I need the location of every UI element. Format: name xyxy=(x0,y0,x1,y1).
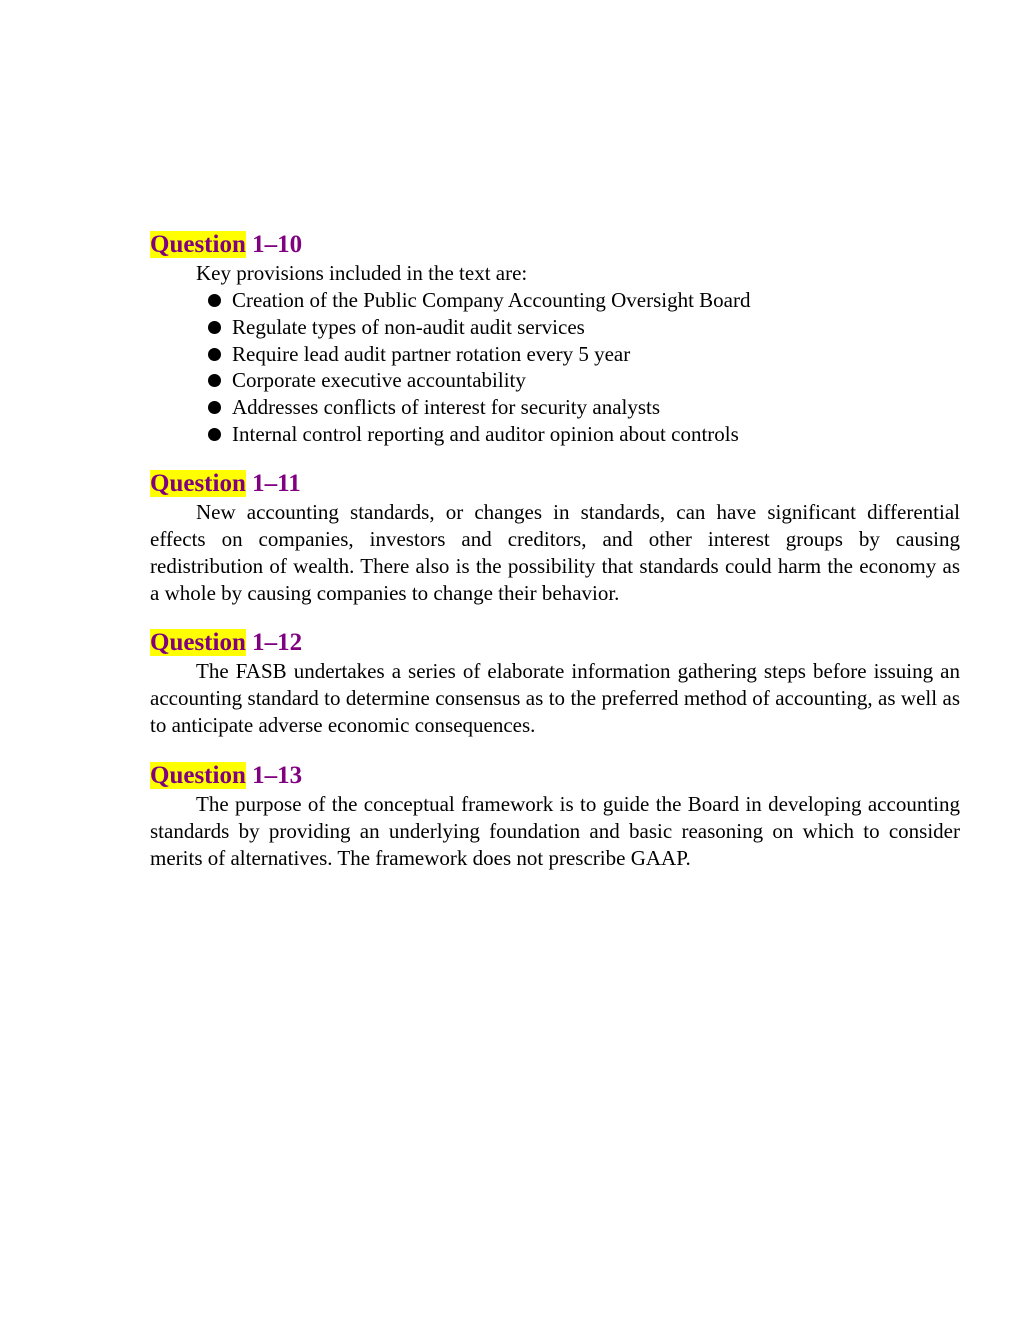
question-heading xyxy=(150,761,960,791)
list-item xyxy=(150,314,960,341)
bullet-icon xyxy=(208,348,221,361)
question-label: Question xyxy=(150,628,246,656)
bullet-icon xyxy=(208,321,221,334)
list-item xyxy=(150,367,960,394)
list-item-text: Corporate executive accountability xyxy=(232,368,526,393)
question-1-10 xyxy=(150,230,960,448)
question-1-12 xyxy=(150,628,960,739)
question-number: 1‒13 xyxy=(252,761,303,789)
bullet-icon xyxy=(208,374,221,387)
list-item-text: Internal control reporting and auditor opinion about controls xyxy=(232,421,739,446)
question-1-13 xyxy=(150,761,960,872)
question-label: Question xyxy=(150,761,246,789)
list-item xyxy=(150,287,960,314)
question-1-11 xyxy=(150,469,960,607)
question-label: Question xyxy=(150,231,246,258)
list-item xyxy=(150,341,960,368)
question-label: Question xyxy=(150,469,246,497)
answer-paragraph: The purpose of the conceptual framework is to guide the Board in developing accounting standards by providing an underlying foundation and basic reasoning on which to consider merits of alternatives. The framework does not prescribe GAAP. xyxy=(150,791,960,870)
provisions-list xyxy=(150,287,960,448)
bullet-icon xyxy=(208,428,221,441)
question-number: 1‒12 xyxy=(252,628,303,656)
answer-paragraph: The FASB undertakes a series of elaborate information gathering steps before issuing an accounting standard to determine consensus as to the preferred method of accounting, as well as to anticipate adverse economic consequences. xyxy=(150,658,960,737)
answer-paragraph: New accounting standards, or changes in standards, can have significant differential effects on companies, investors and creditors, and other interest groups by causing redistribution of wealth. There also is the possibility that standards could harm the economy as a whole by causing companies to change their behavior. xyxy=(150,499,960,605)
list-item xyxy=(150,421,960,448)
question-number: 1‒11 xyxy=(252,469,301,497)
question-intro: Key provisions included in the text are: xyxy=(196,261,528,285)
list-item-text: Creation of the Public Company Accounting Oversight Board xyxy=(232,288,751,312)
bullet-icon xyxy=(208,401,221,414)
section-spacer xyxy=(150,607,960,628)
section-spacer xyxy=(150,739,960,761)
question-heading xyxy=(150,230,960,260)
document-page xyxy=(150,230,960,872)
question-heading xyxy=(150,469,960,499)
question-heading xyxy=(150,628,960,658)
section-spacer xyxy=(150,448,960,469)
list-item-text: Regulate types of non-audit audit services xyxy=(232,314,585,339)
list-item-text: Require lead audit partner rotation every 5 year xyxy=(232,341,631,366)
question-number: 1‒10 xyxy=(252,231,303,258)
list-item xyxy=(150,394,960,421)
list-item-text: Addresses conflicts of interest for security analysts xyxy=(232,395,661,420)
bullet-icon xyxy=(208,294,221,307)
